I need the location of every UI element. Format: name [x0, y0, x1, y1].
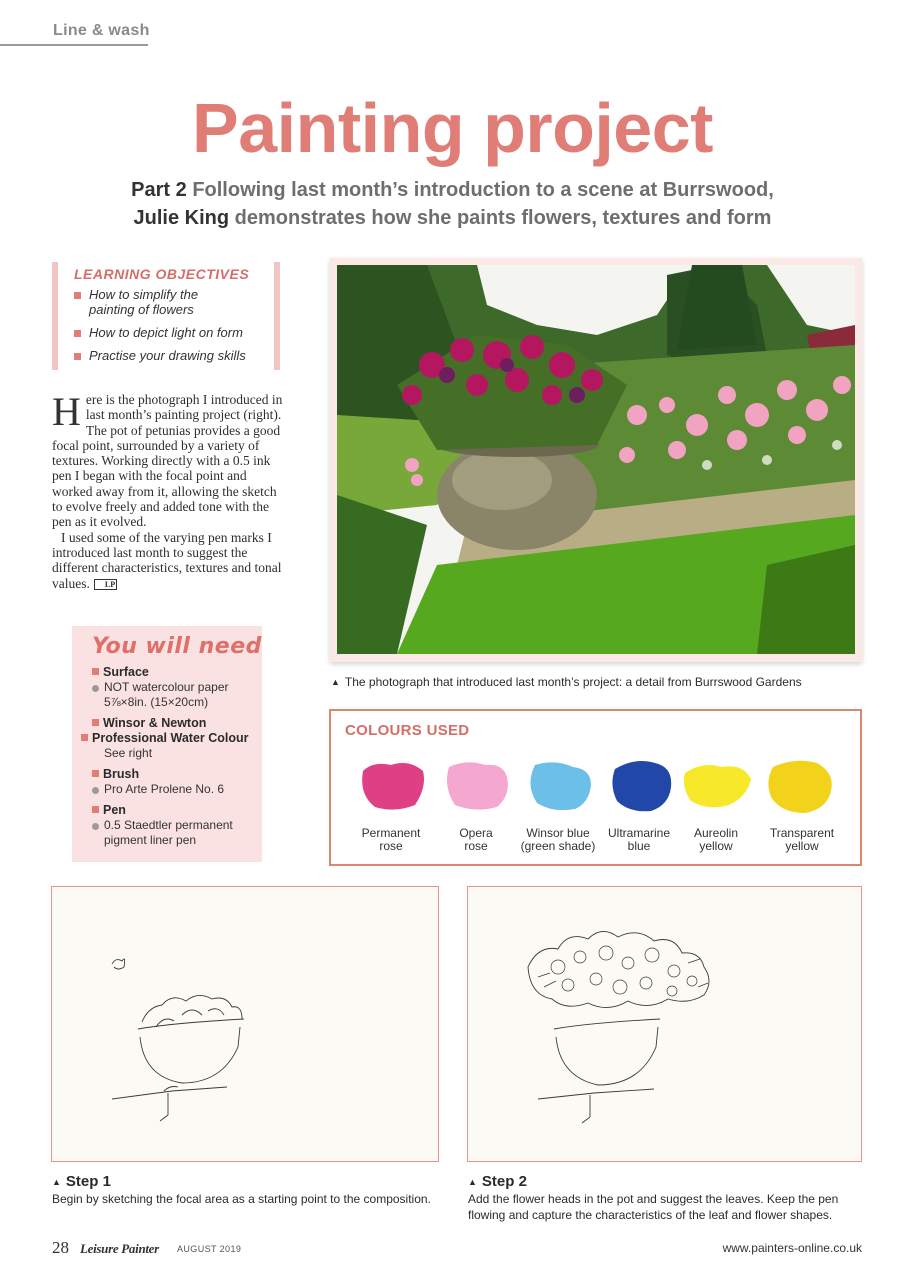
- drop-cap: H: [52, 389, 81, 434]
- needs-surface-item: NOT watercolour paper: [92, 680, 262, 695]
- part-label: Part 2: [131, 179, 187, 201]
- needs-paint-heading: Winsor & Newton: [92, 716, 262, 731]
- colours-used-box: [329, 709, 862, 866]
- swatch-label: Opera rose: [459, 826, 493, 853]
- garden-photo-frame: [330, 258, 862, 662]
- step-triangle-icon: ▲: [52, 1177, 61, 1187]
- needs-surface-size: 5⅞×8in. (15×20cm): [104, 695, 209, 709]
- body-text: [52, 389, 284, 591]
- body-paragraph-1: ere is the photograph I introduced in last month’s painting project (right). The pot of petunias provides a good focal point, surrounded by a variety of textures. Working directly with a 0.5 ink pen I began with the focal point and worked away from it, allowing the sketch to evolve freely and added tone with the pen as it evolved.: [52, 392, 283, 530]
- needs-paint-heading-2: Professional Water Colour: [81, 731, 262, 746]
- objectives-heading: LEARNING OBJECTIVES: [74, 266, 250, 282]
- swatch-label: Ultramarine blue: [607, 826, 670, 853]
- swatch-opera-rose: [441, 757, 511, 815]
- swatch-label: Permanent rose: [361, 826, 421, 853]
- step-1-sketch: [51, 886, 439, 1162]
- objective-item: Practise your drawing skills: [74, 348, 274, 363]
- needs-surface-heading: Surface: [92, 665, 262, 680]
- needs-heading: You will need: [92, 634, 262, 659]
- step-1-title: ▲ Step 1: [52, 1173, 111, 1190]
- swatch-winsor-blue: [525, 757, 595, 815]
- caption-triangle-icon: ▲: [331, 677, 340, 687]
- swatch-label: Transparent yellow: [769, 826, 835, 853]
- swatch-label: Winsor blue (green shade): [520, 826, 596, 853]
- colours-heading: COLOURS USED: [345, 722, 470, 739]
- issue-date: AUGUST 2019: [177, 1244, 242, 1254]
- learning-objectives-box: [52, 262, 280, 370]
- page-number: 28: [52, 1238, 69, 1257]
- objective-item: How to depict light on form: [74, 325, 274, 340]
- needs-pen-item-2: pigment liner pen: [104, 833, 197, 847]
- author-name: Julie King: [133, 207, 230, 229]
- needs-paint-note: See right: [104, 746, 153, 760]
- page-title: Painting project: [192, 89, 713, 167]
- step-2-text: Add the flower heads in the pot and suggest the leaves. Keep the pen flowing and capture the characteristics of the leaf and flower shapes.: [468, 1192, 839, 1222]
- section-label: Line & wash: [53, 22, 150, 39]
- magazine-name: Leisure Painter: [80, 1241, 159, 1256]
- standfirst-line-1: Following last month’s introduction to a scene at Burrswood,: [192, 179, 774, 201]
- website-url: www.painters-online.co.uk: [722, 1241, 862, 1255]
- needs-brush-item: Pro Arte Prolene No. 6: [92, 782, 262, 797]
- end-mark: LP: [94, 579, 117, 590]
- objective-item: How to simplify the painting of flowers: [74, 287, 244, 317]
- step-2-title: ▲ Step 2: [468, 1173, 527, 1190]
- step-2-sketch: [467, 886, 862, 1162]
- step-1-text: Begin by sketching the focal area as a starting point to the composition.: [52, 1192, 431, 1206]
- photo-caption: ▲ The photograph that introduced last month’s project: a detail from Burrswood Gardens: [331, 675, 802, 689]
- needs-brush-heading: Brush: [92, 767, 262, 782]
- section-rule: [0, 44, 148, 46]
- body-paragraph-2: I used some of the varying pen marks I introduced last month to suggest the different characteristics, textures and tonal values.: [52, 529, 282, 591]
- needs-pen-heading: Pen: [92, 803, 262, 818]
- swatch-permanent-rose: [357, 757, 427, 815]
- swatch-ultramarine-blue: [607, 757, 677, 815]
- standfirst-line-2: demonstrates how she paints flowers, textures and form: [234, 207, 772, 229]
- needs-pen-item: 0.5 Staedtler permanent: [92, 818, 262, 833]
- swatch-transparent-yellow: [765, 757, 835, 815]
- swatch-label: Aureolin yellow: [693, 826, 739, 853]
- standfirst: [60, 176, 845, 232]
- swatch-aureolin-yellow: [681, 757, 751, 815]
- step-triangle-icon: ▲: [468, 1177, 477, 1187]
- you-will-need-box: [72, 626, 262, 862]
- garden-photo: [337, 265, 855, 654]
